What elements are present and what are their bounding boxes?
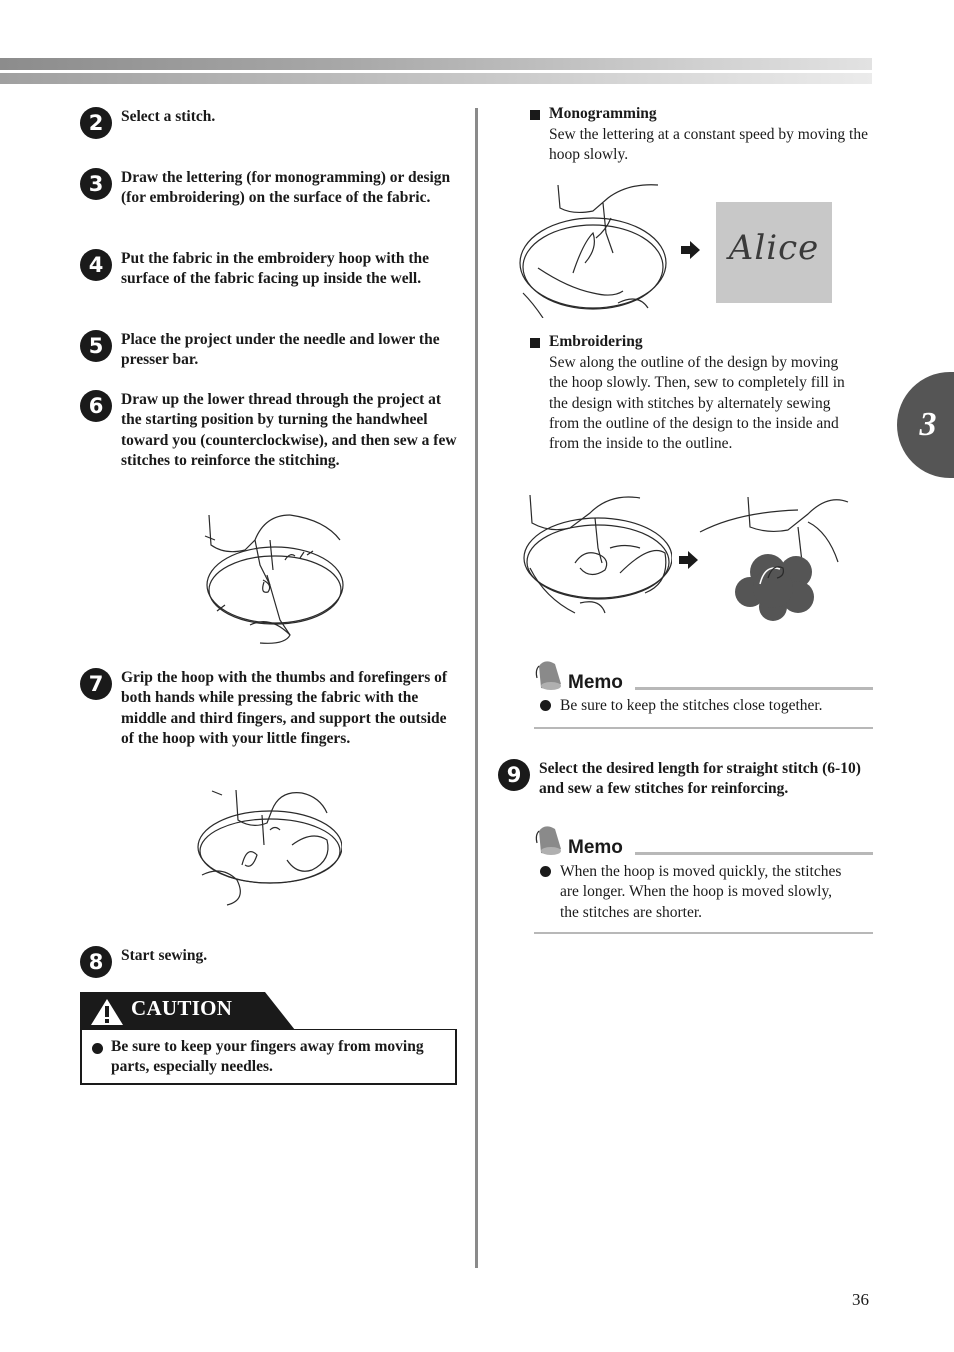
step-text: Start sewing. — [121, 947, 208, 964]
memo-bottom-rule — [534, 932, 873, 934]
memo-bottom-rule — [534, 727, 873, 729]
arrow-right-icon — [679, 551, 699, 569]
step-text: Place the project under the needle and lower the presser bar. — [121, 331, 440, 369]
step-text: Select a stitch. — [121, 108, 216, 125]
step-5 — [80, 330, 460, 371]
step-number: 4 — [80, 249, 112, 281]
embroidering-heading: Embroidering — [549, 333, 643, 350]
step-number: 9 — [498, 759, 530, 791]
step-number: 6 — [80, 390, 112, 422]
step-number: 8 — [80, 946, 112, 978]
monogramming-illustration — [518, 183, 668, 318]
arrow-right-icon — [681, 241, 701, 259]
step-6 — [80, 390, 460, 471]
memo-rule — [635, 687, 873, 690]
caution-title: CAUTION — [131, 996, 233, 1020]
header-bar-bottom — [0, 73, 872, 84]
monogram-sample — [716, 202, 832, 303]
memo-bell-icon — [533, 825, 563, 857]
monogramming-body: Sew the lettering at a constant speed by moving the hoop slowly. — [549, 126, 868, 164]
column-divider — [475, 108, 478, 1268]
caution-text: Be sure to keep your fingers away from moving parts, especially needles. — [111, 1038, 424, 1076]
memo-bell-icon — [533, 660, 563, 692]
square-bullet-icon — [530, 110, 540, 120]
step-9 — [498, 759, 868, 800]
step-text: Grip the hoop with the thumbs and forefingers of both hands while pressing the fabric with the middle and third fingers, and support the outside of the hoop with your little fingers. — [121, 669, 448, 747]
page-number: 36 — [852, 1290, 869, 1309]
chapter-tab — [897, 372, 954, 478]
memo-title: Memo — [568, 672, 623, 693]
bullet-icon — [540, 866, 551, 877]
warning-icon — [89, 997, 125, 1027]
step-3 — [80, 168, 460, 209]
step-2 — [80, 107, 460, 135]
step-number: 3 — [80, 168, 112, 200]
square-bullet-icon — [530, 338, 540, 348]
memo-text: When the hoop is moved quickly, the stitches are longer. When the hoop is moved slowly, the stitches are shorter. — [560, 863, 842, 921]
embroidering-fill-illustration — [698, 492, 853, 627]
header-bar-top — [0, 58, 872, 70]
embroidering-outline-illustration — [520, 493, 672, 623]
hoop-start-illustration — [195, 510, 345, 645]
step-text: Select the desired length for straight stitch (6-10) and sew a few stitches for reinforcing. — [539, 760, 861, 798]
memo-rule — [635, 852, 873, 855]
chapter-number: 3 — [919, 406, 937, 443]
step-number: 5 — [80, 330, 112, 362]
step-number: 2 — [80, 107, 112, 139]
step-text: Put the fabric in the embroidery hoop with the surface of the fabric facing up inside the well. — [121, 250, 429, 288]
step-4 — [80, 249, 460, 290]
memo-text: Be sure to keep the stitches close together. — [560, 697, 823, 714]
step-text: Draw the lettering (for monogramming) or design (for embroidering) on the surface of the fabric. — [121, 169, 451, 207]
step-8 — [80, 946, 460, 974]
monogram-sample-text: Alice — [728, 228, 820, 268]
step-7 — [80, 668, 460, 749]
monogramming-heading: Monogramming — [549, 105, 657, 122]
bullet-icon — [92, 1043, 103, 1054]
memo-title: Memo — [568, 837, 623, 858]
step-number: 7 — [80, 668, 112, 700]
step-text: Draw up the lower thread through the project at the starting position by turning the handwheel toward you (counterclockwise), and then sew a few stitches to reinforce the stitching. — [121, 391, 457, 469]
bullet-icon — [540, 700, 551, 711]
hoop-grip-illustration — [192, 785, 342, 910]
embroidering-body: Sew along the outline of the design by moving the hoop slowly. Then, sew to completely fill in the design with stitches by alternately sewing from the outline of the design to the inside and from the inside to the outline. — [549, 354, 845, 453]
